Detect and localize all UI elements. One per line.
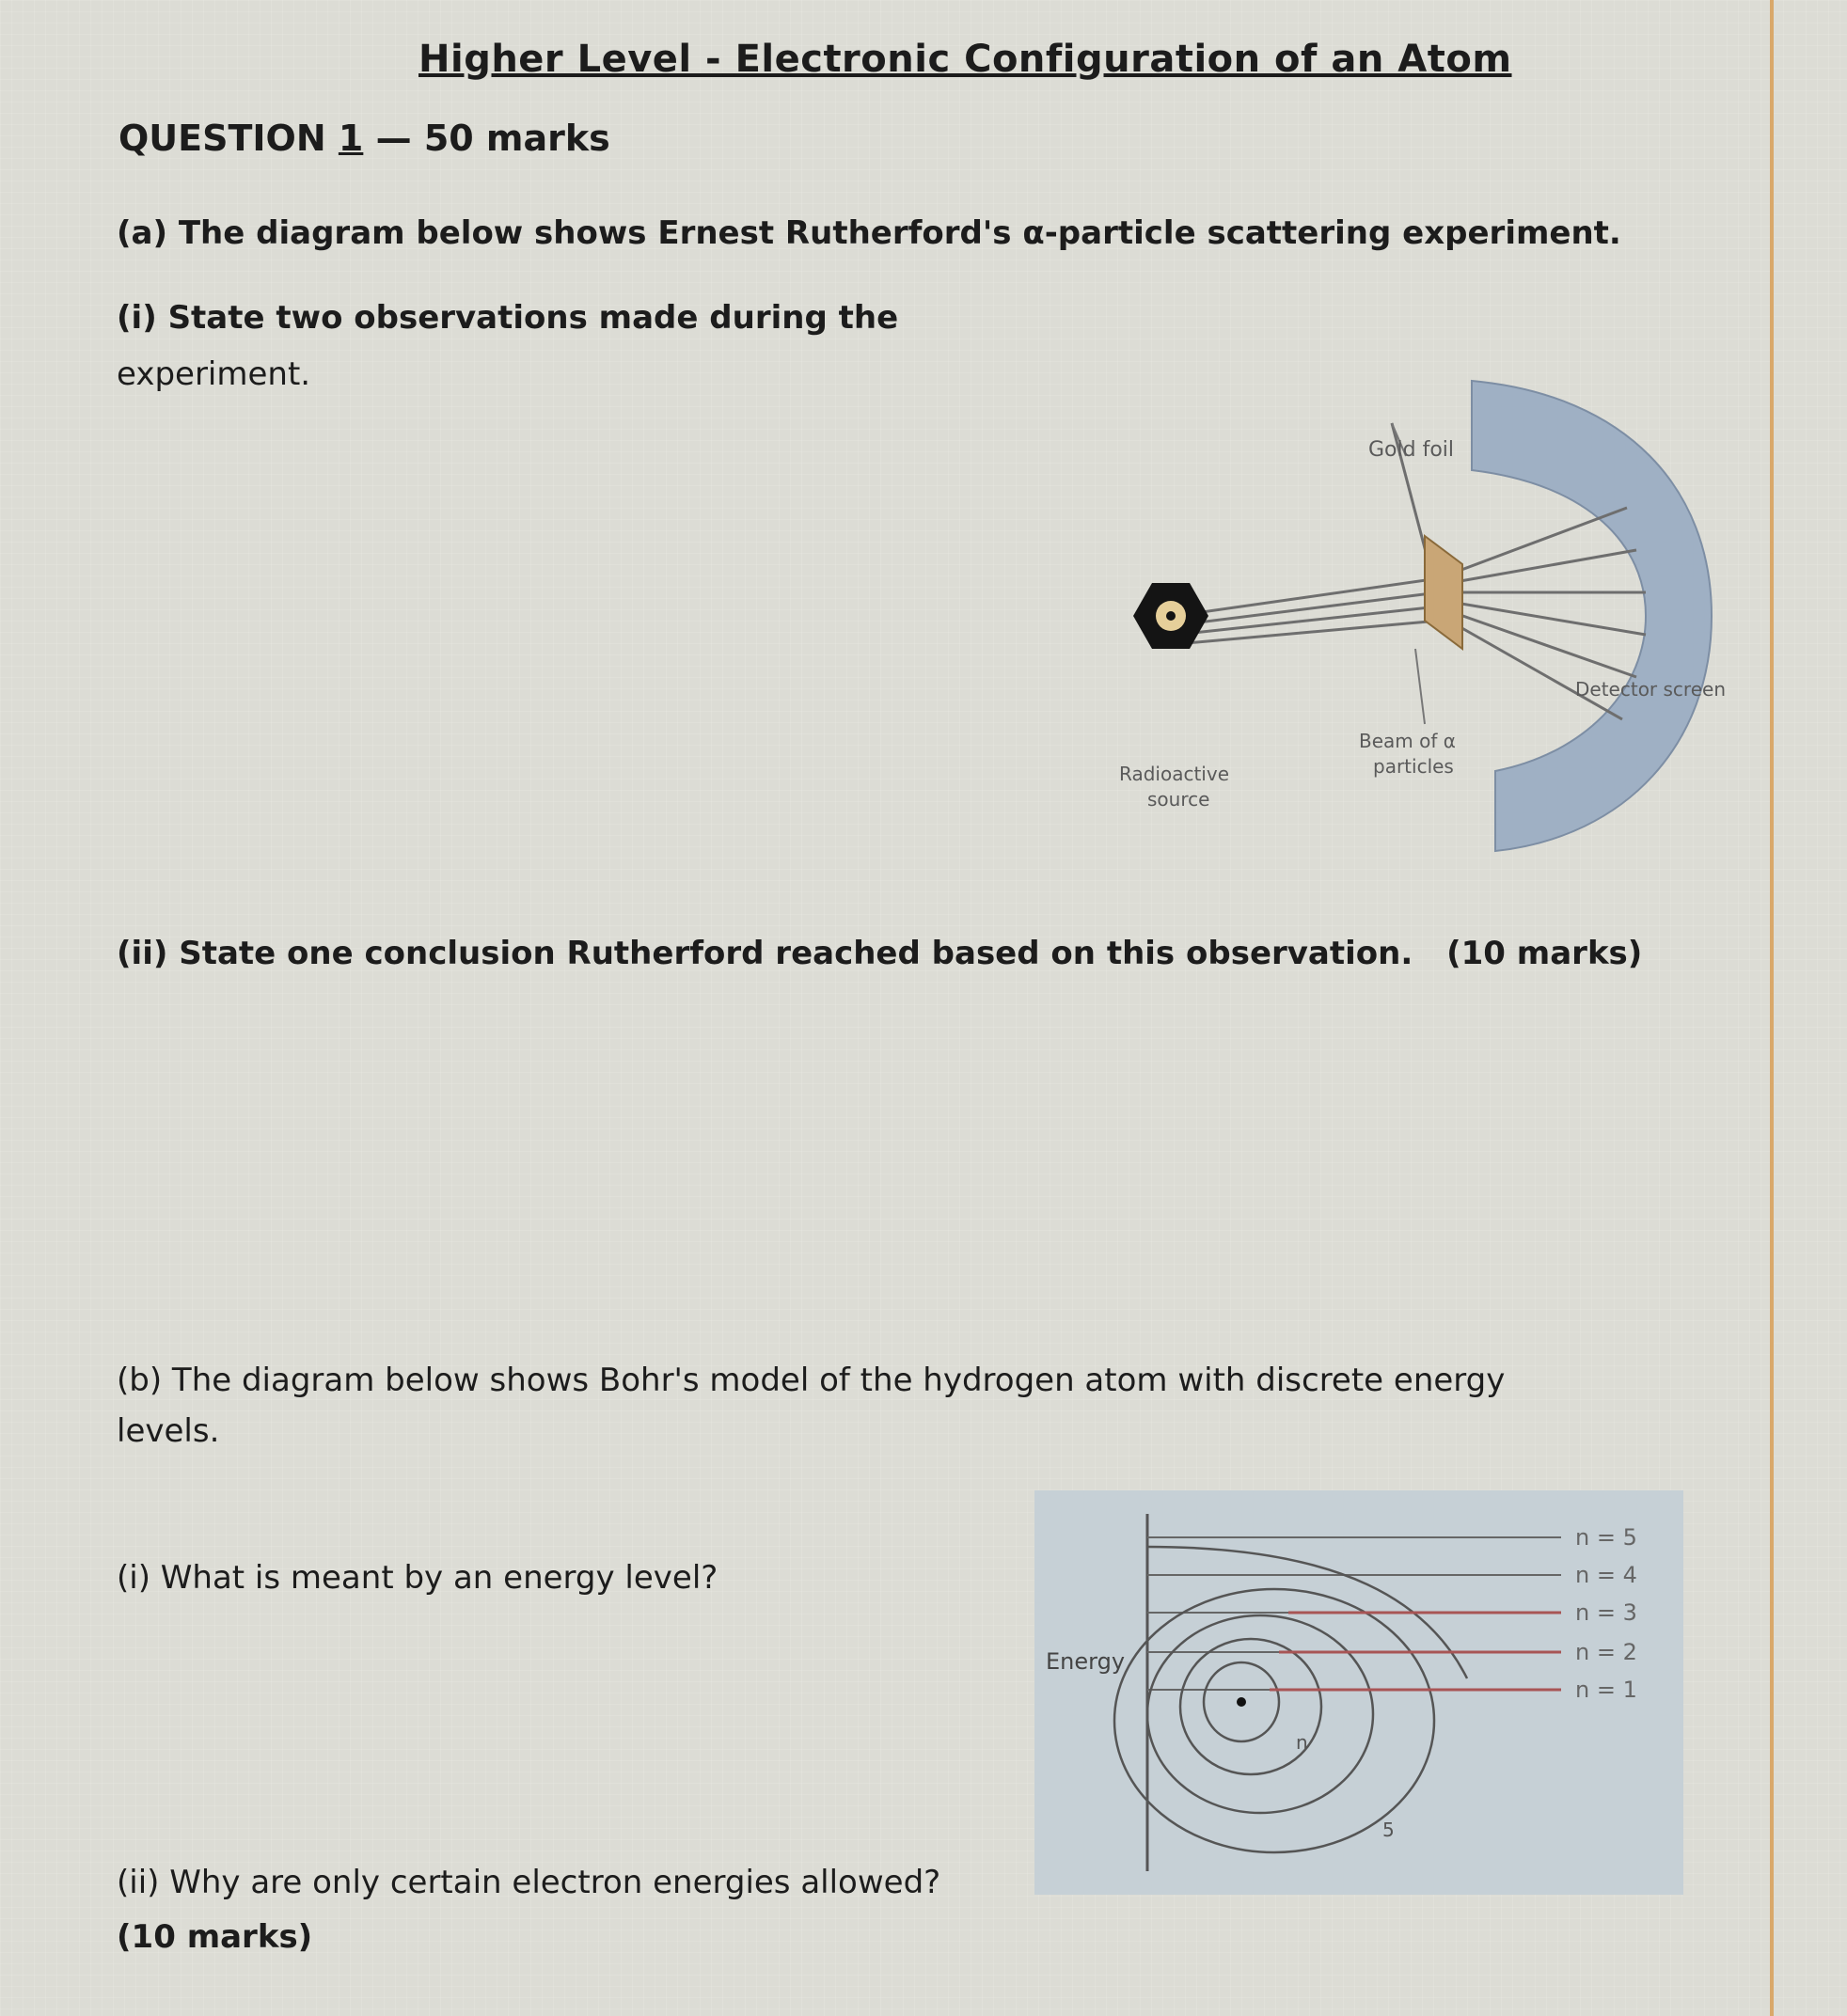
- gold-foil-label: Gold foil: [1368, 438, 1455, 462]
- energy-axis-label: Energy: [1046, 1648, 1126, 1675]
- level-label-n5: n = 5: [1575, 1524, 1637, 1551]
- nucleus-dot: [1237, 1697, 1246, 1707]
- part-a-intro: (a) The diagram below shows Ernest Rutherford's α-particle scattering experiment.: [117, 214, 1621, 252]
- rutherford-diagram: [1100, 367, 1730, 865]
- question-label: QUESTION: [118, 118, 326, 159]
- level-label-n1: n = 1: [1575, 1677, 1637, 1703]
- detector-screen-label: Detector screen: [1575, 678, 1726, 701]
- beam-label-line-2: particles: [1373, 755, 1454, 778]
- orbit-label-n: n: [1296, 1731, 1308, 1754]
- level-label-n3: n = 3: [1575, 1599, 1637, 1626]
- level-label-n2: n = 2: [1575, 1639, 1637, 1665]
- source-label-line-2: source: [1147, 788, 1210, 811]
- part-a-question-1-line-1: (i) State two observations made during the: [117, 299, 899, 337]
- part-b-intro-line-1: (b) The diagram below shows Bohr's model of the hydrogen atom with discrete energy: [117, 1362, 1506, 1399]
- part-b-question-1: (i) What is meant by an energy level?: [117, 1559, 718, 1597]
- question-marks: 50 marks: [423, 118, 610, 159]
- part-b-question-2-marks: (10 marks): [117, 1918, 313, 1956]
- part-a-question-1-line-2: experiment.: [117, 355, 311, 393]
- question-heading: [118, 118, 610, 159]
- beam-label-line-1: Beam of α: [1359, 730, 1456, 752]
- part-a-question-2: [117, 935, 1642, 972]
- part-b-question-2: (ii) Why are only certain electron energies allowed?: [117, 1864, 941, 1901]
- part-b-intro-line-2: levels.: [117, 1412, 220, 1450]
- gold-foil-shape: [1425, 536, 1462, 649]
- question-dash: —: [375, 118, 412, 159]
- part-a-question-2-marks: (10 marks): [1446, 935, 1643, 972]
- question-number: 1: [338, 118, 364, 159]
- part-a-question-2-text: (ii) State one conclusion Rutherford reached based on this observation.: [117, 935, 1413, 972]
- bohr-model-diagram: [1034, 1490, 1683, 1895]
- source-label-line-1: Radioactive: [1119, 763, 1229, 785]
- detector-screen-shape: [1472, 381, 1712, 851]
- level-label-n4: n = 4: [1575, 1562, 1637, 1588]
- margin-line: [1770, 0, 1774, 2016]
- orbit-label-5: 5: [1382, 1819, 1395, 1841]
- page-title: Higher Level - Electronic Configuration of an Atom: [418, 38, 1512, 81]
